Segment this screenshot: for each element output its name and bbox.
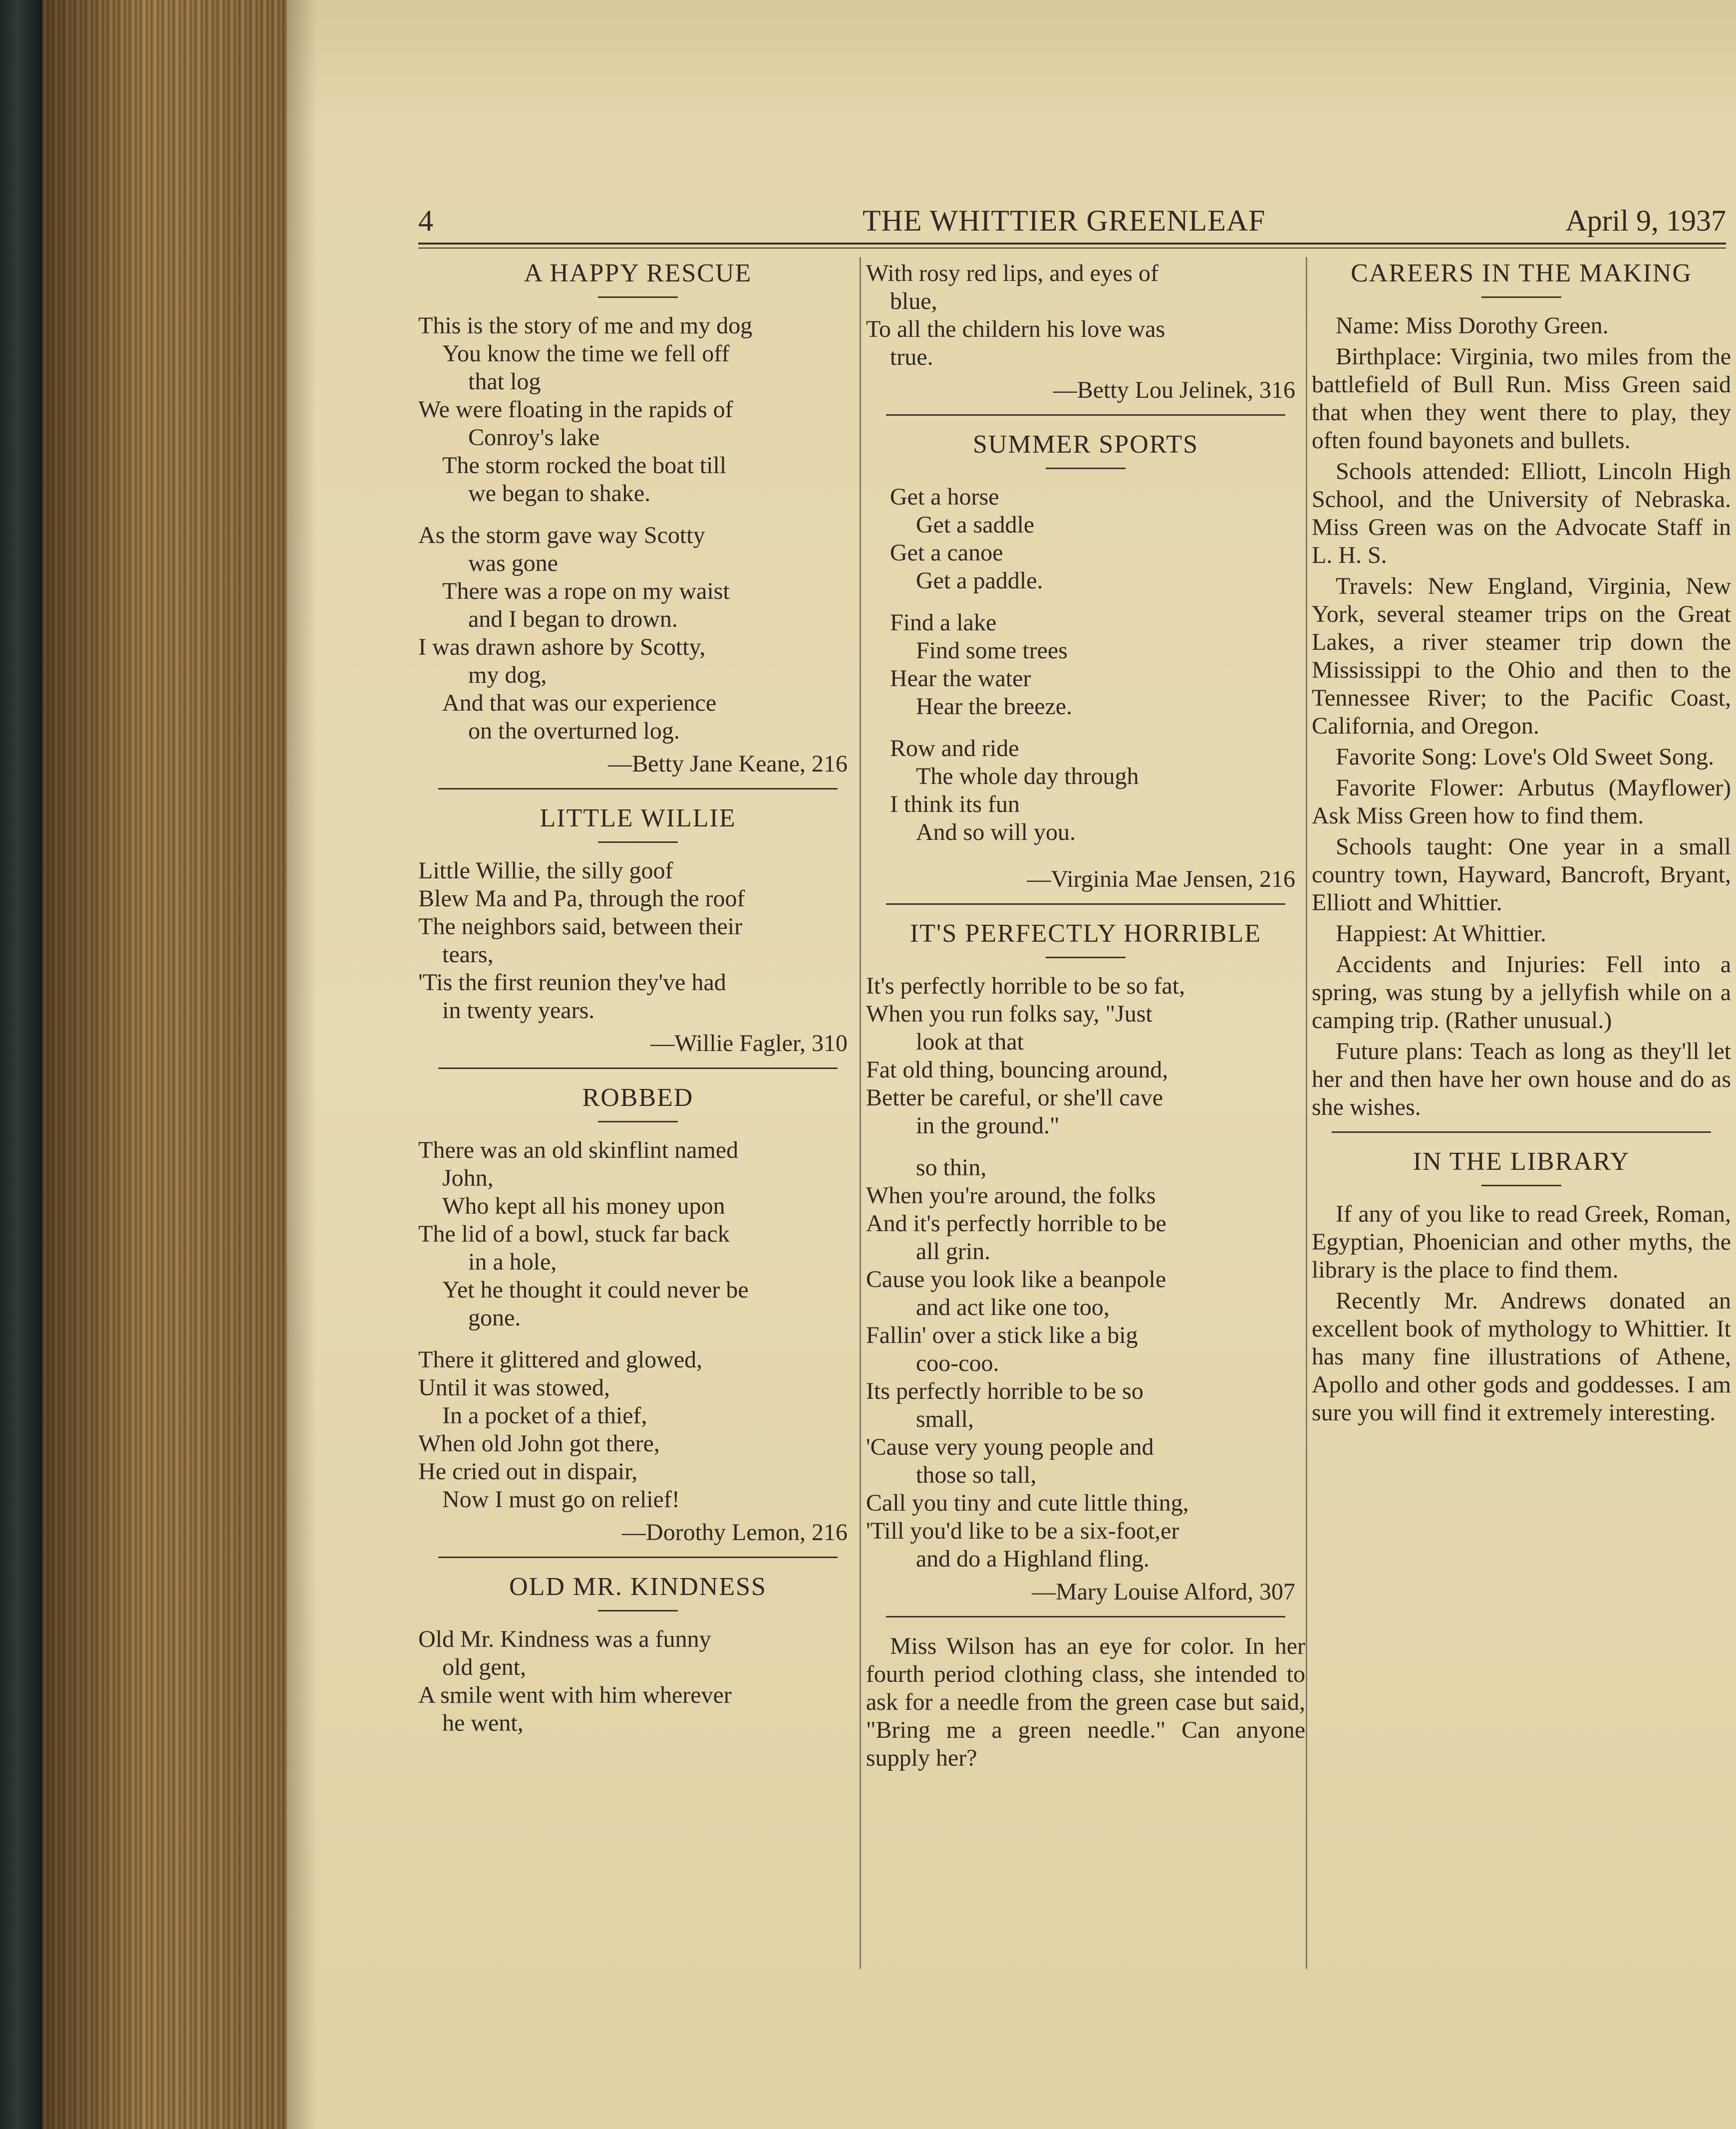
poem-line: Find some trees bbox=[916, 637, 1068, 664]
poem-line: There was a rope on my waist bbox=[442, 578, 730, 604]
page-number: 4 bbox=[418, 204, 433, 237]
poem-line: Its perfectly horrible to be so bbox=[866, 1378, 1144, 1404]
poem-line: And so will you. bbox=[916, 819, 1076, 845]
poem-line: was gone bbox=[468, 550, 558, 576]
poem-robbed bbox=[418, 1084, 858, 1547]
article-title: CAREERS IN THE MAKING bbox=[1351, 259, 1692, 287]
article-title: IN THE LIBRARY bbox=[1413, 1147, 1630, 1176]
poem-line: There was an old skinflint named bbox=[418, 1137, 739, 1163]
poem-line: that log bbox=[468, 368, 541, 395]
title-dash bbox=[598, 296, 678, 298]
title-dash bbox=[598, 1610, 678, 1611]
poem-line: and do a Highland fling. bbox=[916, 1546, 1150, 1572]
poem-title: OLD MR. KINDNESS bbox=[509, 1573, 767, 1601]
poem-line: Hear the water bbox=[890, 665, 1031, 692]
poem-author: —Mary Louise Alford, 307 bbox=[1032, 1579, 1295, 1605]
poem-line: Blew Ma and Pa, through the roof bbox=[418, 885, 745, 912]
column-1 bbox=[418, 260, 858, 1737]
page-edges bbox=[42, 0, 302, 2129]
article-in-the-library bbox=[1312, 1148, 1731, 1427]
column-2 bbox=[866, 260, 1305, 1775]
career-happiest: Happiest: At Whittier. bbox=[1336, 920, 1546, 947]
poem-line: so thin, bbox=[916, 1154, 987, 1181]
poem-line: When old John got there, bbox=[418, 1430, 660, 1457]
career-birthplace: Birthplace: Virginia, two miles from the battlefield of Bull Run. Miss Green said that when they went there to play, they often found bayonets and bullets. bbox=[1312, 343, 1731, 454]
poem-line: 'Tis the first reunion they've had bbox=[418, 969, 726, 996]
poem-line: In a pocket of a thief, bbox=[442, 1402, 647, 1429]
poem-line: John, bbox=[442, 1165, 494, 1191]
poem-line: in twenty years. bbox=[442, 997, 595, 1024]
poem-line: 'Till you'd like to be a six-foot,er bbox=[866, 1518, 1179, 1544]
poem-line: When you run folks say, "Just bbox=[866, 1001, 1153, 1027]
poem-little-willie bbox=[418, 804, 858, 1058]
newspaper-title: THE WHITTIER GREENLEAF bbox=[863, 204, 1266, 237]
career-favorite-song: Favorite Song: Love's Old Sweet Song. bbox=[1336, 744, 1714, 770]
poem-line: I was drawn ashore by Scotty, bbox=[418, 634, 706, 660]
poem-line: in the ground." bbox=[916, 1112, 1060, 1139]
poem-line: on the overturned log. bbox=[468, 718, 680, 744]
poem-line: Hear the breeze. bbox=[916, 693, 1073, 720]
poem-line: This is the story of me and my dog bbox=[418, 312, 753, 339]
miss-wilson-item: Miss Wilson has an eye for color. In her fourth period clothing class, she intended to ask for a needle from the green case but said, "Bring me a green needle." Can anyone supply her? bbox=[866, 1633, 1305, 1771]
poem-line: Until it was stowed, bbox=[418, 1374, 610, 1401]
poem-line: Better be careful, or she'll cave bbox=[866, 1084, 1163, 1111]
career-name: Name: Miss Dorothy Green. bbox=[1336, 312, 1609, 339]
poem-line: Find a lake bbox=[890, 609, 997, 636]
title-dash bbox=[1481, 1185, 1561, 1186]
poem-title: IT'S PERFECTLY HORRIBLE bbox=[909, 919, 1262, 948]
section-rule bbox=[886, 903, 1285, 905]
poem-author: —Willie Fagler, 310 bbox=[650, 1030, 848, 1057]
poem-line: Call you tiny and cute little thing, bbox=[866, 1490, 1189, 1516]
poem-line: And that was our experience bbox=[442, 690, 717, 716]
career-travels: Travels: New England, Virginia, New York, several steamer trips on the Great Lakes, a river steamer trip down the Mississippi to the Ohio and then to the Tennessee River; to the Pacific Coast, California, and Oregon. bbox=[1312, 573, 1731, 739]
poem-line: and I began to drown. bbox=[468, 606, 678, 632]
title-dash bbox=[598, 841, 678, 843]
section-rule bbox=[438, 1557, 838, 1558]
poem-line: It's perfectly horrible to be so fat, bbox=[866, 973, 1185, 999]
poem-title: SUMMER SPORTS bbox=[972, 430, 1199, 459]
poem-line: There it glittered and glowed, bbox=[418, 1346, 703, 1373]
poem-line: The lid of a bowl, stuck far back bbox=[418, 1221, 730, 1247]
column-3 bbox=[1312, 260, 1731, 1430]
career-accidents: Accidents and Injuries: Fell into a spring, was stung by a jellyfish while on a camping trip. (Rather unusual.) bbox=[1312, 951, 1731, 1034]
poem-line: And it's perfectly horrible to be bbox=[866, 1210, 1166, 1237]
poem-line: in a hole, bbox=[468, 1249, 557, 1275]
poem-line: Yet he thought it could never be bbox=[442, 1277, 749, 1303]
poem-line: gone. bbox=[468, 1305, 521, 1331]
poem-line: all grin. bbox=[916, 1238, 991, 1265]
library-paragraph: If any of you like to read Greek, Roman, Egyptian, Phoenician and other myths, the library is the place to find them. bbox=[1312, 1201, 1731, 1283]
poem-line: Now I must go on relief! bbox=[442, 1486, 680, 1513]
poem-line: The storm rocked the boat till bbox=[442, 452, 727, 479]
career-favorite-flower: Favorite Flower: Arbutus (Mayflower) Ask Miss Green how to find them. bbox=[1312, 775, 1731, 829]
poem-a-happy-rescue bbox=[418, 260, 858, 778]
poem-line: Fallin' over a stick like a big bbox=[866, 1322, 1138, 1348]
page-header bbox=[418, 204, 1726, 244]
poem-summer-sports bbox=[866, 431, 1305, 893]
poem-line: When you're around, the folks bbox=[866, 1182, 1156, 1209]
career-schools-taught: Schools taught: One year in a small country town, Hayward, Bancroft, Bryant, Elliott and Whittier. bbox=[1312, 833, 1731, 916]
section-rule bbox=[886, 414, 1285, 416]
title-dash bbox=[1481, 296, 1561, 298]
poem-line: Get a canoe bbox=[890, 539, 1003, 566]
poem-line: Old Mr. Kindness was a funny bbox=[418, 1626, 711, 1652]
header-rule-bottom bbox=[418, 248, 1726, 249]
poem-line: I think its fun bbox=[890, 791, 1020, 817]
poem-line: look at that bbox=[916, 1029, 1024, 1055]
book-binding bbox=[0, 0, 42, 2129]
column-divider-2 bbox=[1306, 257, 1307, 1969]
poem-line: small, bbox=[916, 1406, 974, 1432]
poem-line: The neighbors said, between their bbox=[418, 913, 743, 940]
poem-line: With rosy red lips, and eyes of bbox=[866, 260, 1158, 286]
poem-line: and act like one too, bbox=[916, 1294, 1110, 1321]
title-dash bbox=[598, 1121, 678, 1122]
poem-line: 'Cause very young people and bbox=[866, 1434, 1154, 1460]
poem-line: As the storm gave way Scotty bbox=[418, 522, 705, 548]
poem-old-mr-kindness-continued bbox=[866, 260, 1305, 404]
article-careers-in-the-making bbox=[1312, 260, 1731, 1121]
poem-line: You know the time we fell off bbox=[442, 340, 730, 367]
poem-line: Cause you look like a beanpole bbox=[866, 1266, 1166, 1293]
poem-line: old gent, bbox=[442, 1654, 526, 1680]
poem-line: Little Willie, the silly goof bbox=[418, 857, 673, 884]
section-rule bbox=[886, 1616, 1285, 1617]
career-future-plans: Future plans: Teach as long as they'll let her and then have her own house and do as she wishes. bbox=[1312, 1038, 1731, 1120]
title-dash bbox=[1046, 468, 1126, 469]
poem-line: The whole day through bbox=[916, 763, 1139, 790]
poem-line: Get a saddle bbox=[916, 512, 1035, 538]
poem-old-mr-kindness bbox=[418, 1573, 858, 1737]
poem-line: To all the childern his love was bbox=[866, 316, 1165, 342]
poem-title: LITTLE WILLIE bbox=[540, 804, 736, 832]
poem-line: true. bbox=[890, 344, 933, 370]
poem-title: ROBBED bbox=[582, 1083, 694, 1112]
poem-author: —Virginia Mae Jensen, 216 bbox=[1027, 866, 1295, 892]
section-rule bbox=[1332, 1131, 1711, 1133]
poem-line: We were floating in the rapids of bbox=[418, 396, 733, 423]
column-divider-1 bbox=[860, 257, 861, 1969]
poem-title: A HAPPY RESCUE bbox=[524, 259, 752, 287]
poem-line: Row and ride bbox=[890, 735, 1019, 762]
poem-line: Fat old thing, bouncing around, bbox=[866, 1057, 1168, 1083]
header-rule-top bbox=[418, 243, 1726, 245]
poem-line: Who kept all his money upon bbox=[442, 1193, 725, 1219]
poem-line: he went, bbox=[442, 1710, 524, 1736]
poem-line: He cried out in dispair, bbox=[418, 1458, 638, 1485]
issue-date: April 9, 1937 bbox=[1565, 204, 1726, 237]
poem-line: we began to shake. bbox=[468, 480, 651, 507]
poem-line: blue, bbox=[890, 288, 937, 314]
poem-line: A smile went with him wherever bbox=[418, 1682, 732, 1708]
career-schools-attended: Schools attended: Elliott, Lincoln High School, and the University of Nebraska. Miss Green was on the Advocate Staff in L. H. S. bbox=[1312, 458, 1731, 568]
section-rule bbox=[438, 788, 838, 790]
poem-line: my dog, bbox=[468, 662, 547, 688]
poem-author: —Dorothy Lemon, 216 bbox=[622, 1519, 848, 1546]
poem-line: Get a horse bbox=[890, 484, 999, 510]
poem-author: —Betty Jane Keane, 216 bbox=[608, 751, 848, 777]
library-paragraph: Recently Mr. Andrews donated an excellent book of mythology to Whittier. It has many fine illustrations of Athene, Apollo and other gods and goddesses. I am sure you will find it extremely interesting. bbox=[1312, 1288, 1731, 1426]
poem-line: coo-coo. bbox=[916, 1350, 999, 1376]
title-dash bbox=[1046, 957, 1126, 958]
poem-line: tears, bbox=[442, 941, 494, 968]
poem-line: Get a paddle. bbox=[916, 567, 1043, 594]
section-rule bbox=[438, 1067, 838, 1069]
poem-line: Conroy's lake bbox=[468, 424, 600, 451]
poem-author: —Betty Lou Jelinek, 316 bbox=[1053, 377, 1295, 403]
poem-line: those so tall, bbox=[916, 1462, 1037, 1488]
poem-perfectly-horrible bbox=[866, 920, 1305, 1606]
